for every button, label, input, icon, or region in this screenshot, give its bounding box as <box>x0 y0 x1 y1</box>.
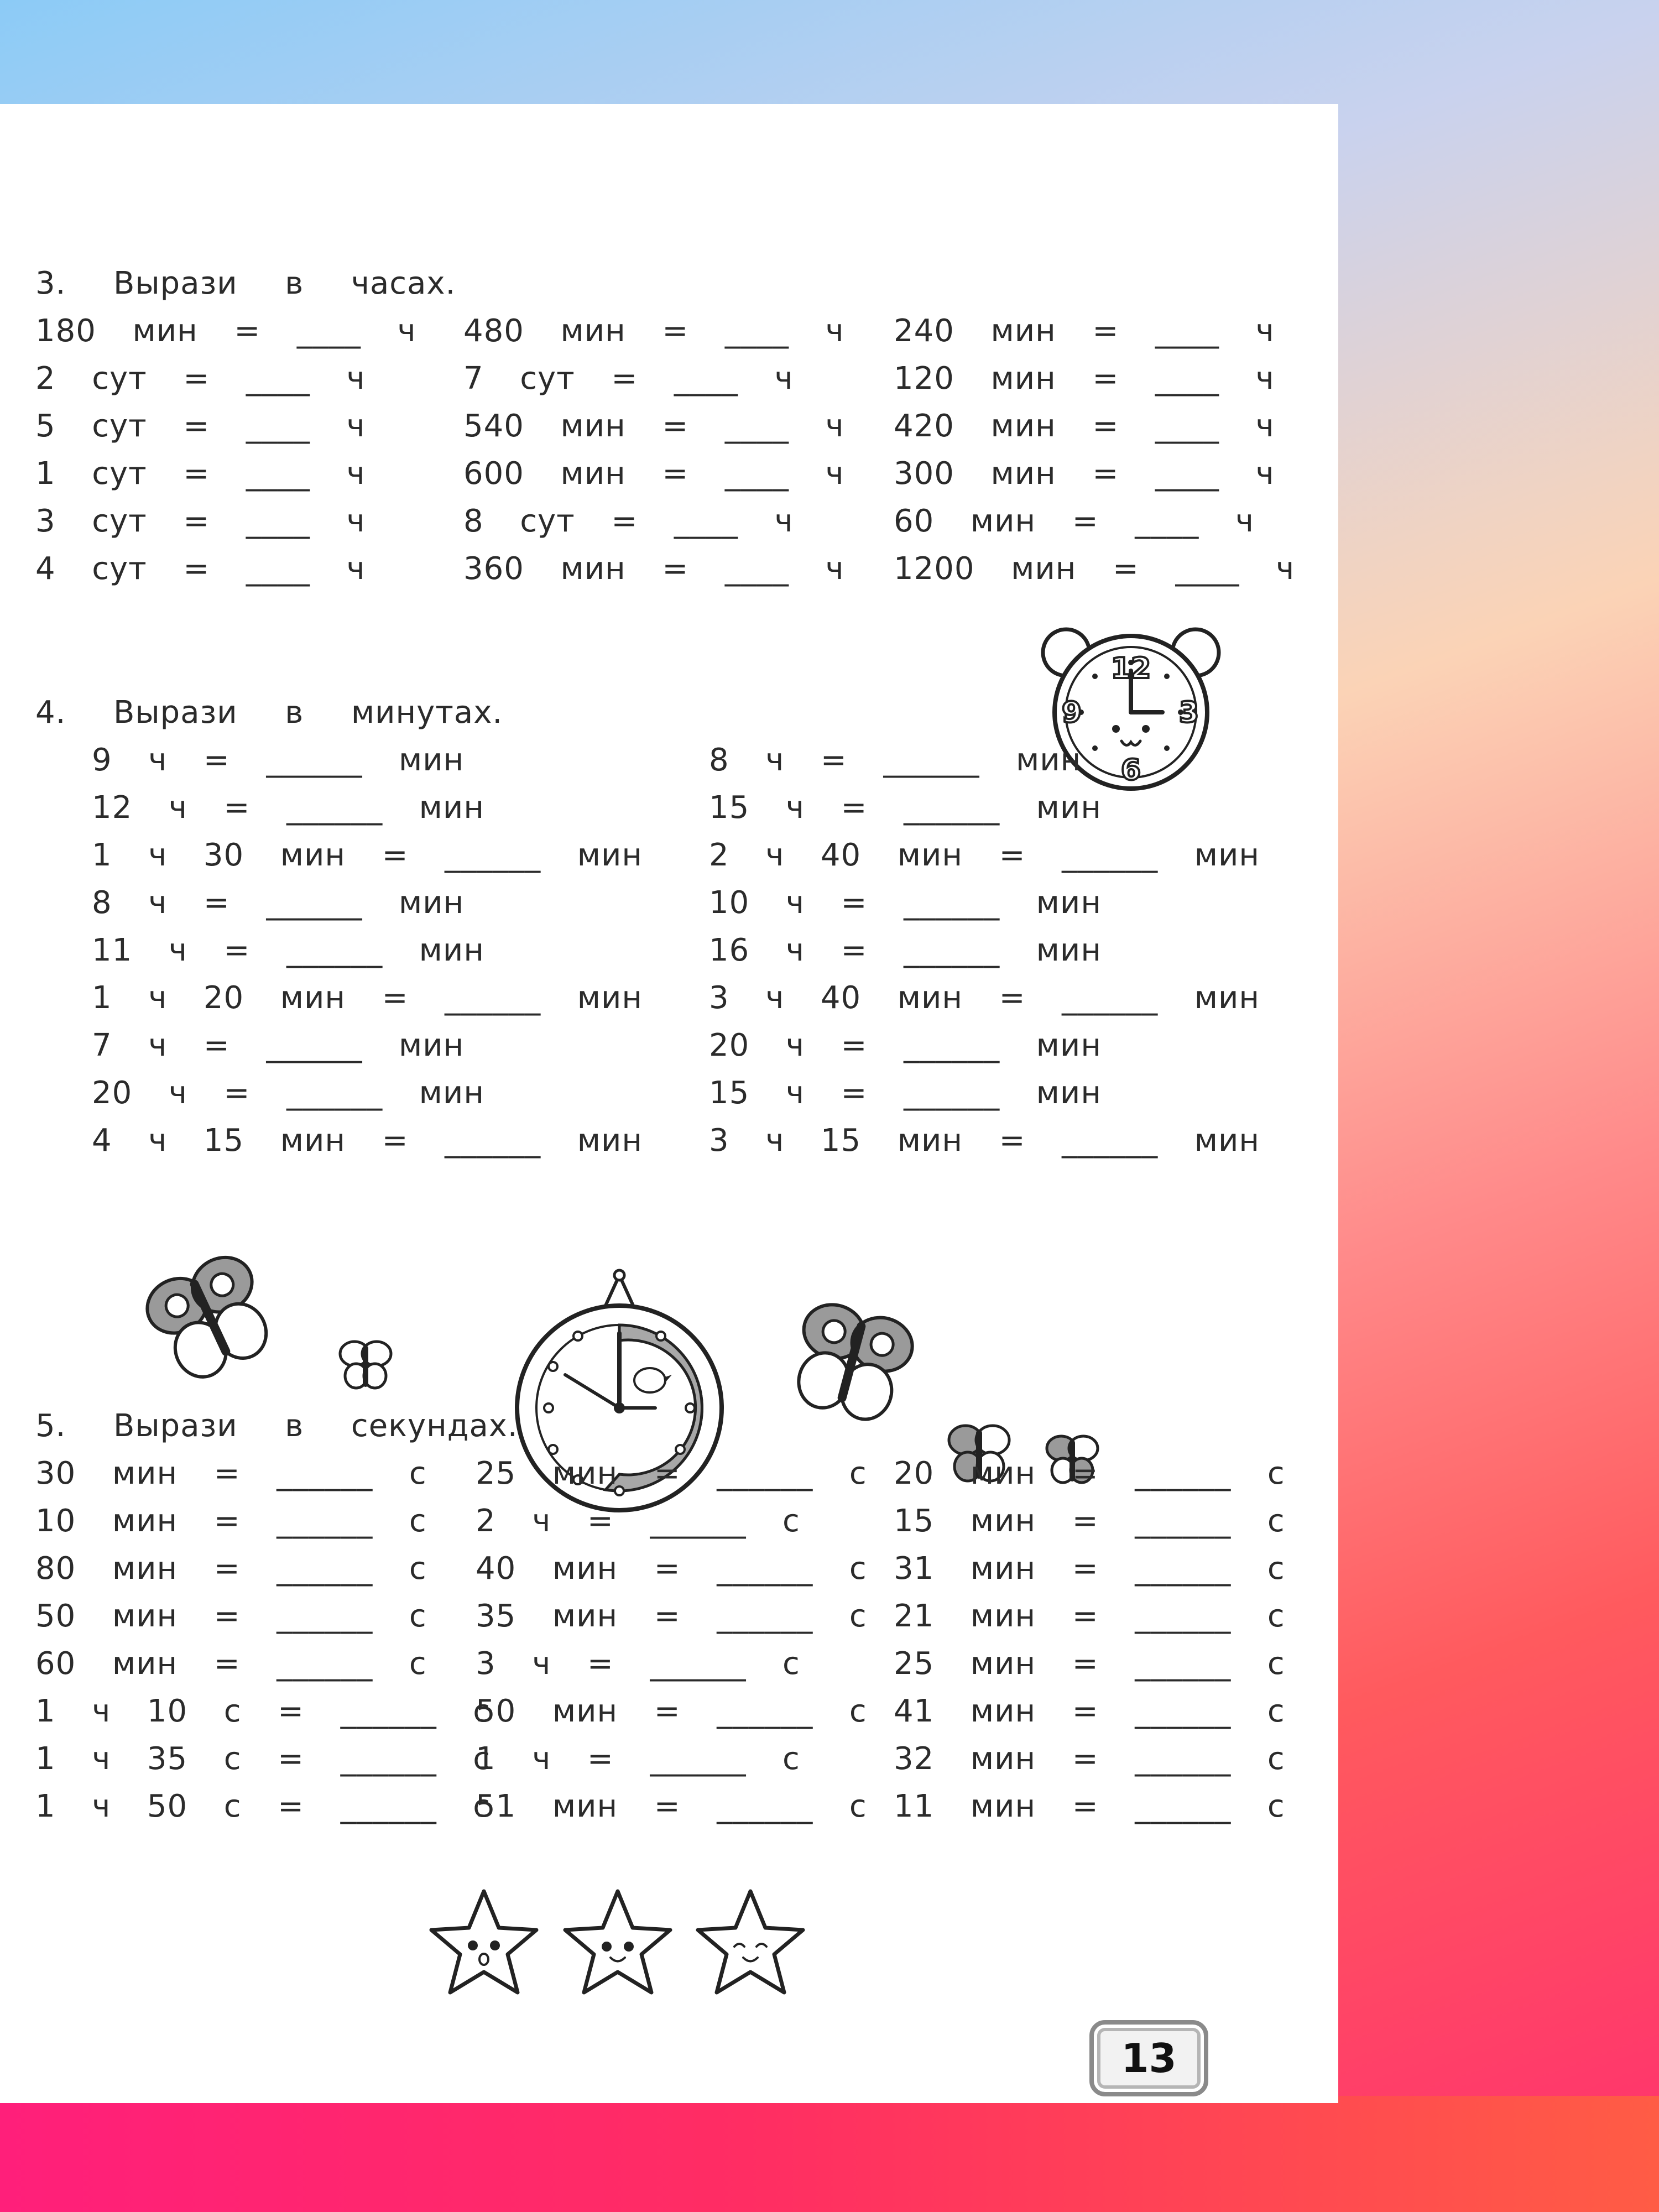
page-number-badge <box>1089 2020 1208 2096</box>
worksheet-page <box>0 104 1338 2103</box>
task3-title: 3. Вырази в часах. <box>35 265 456 301</box>
task3-row5-col3: 60 мин = ____ ч <box>894 503 1254 539</box>
task4-title: 4. Вырази в минутах. <box>35 695 503 731</box>
task5-row3-col2: 40 мин = ______ с <box>476 1551 867 1587</box>
bear-clock-numeral-12: 12 <box>1110 652 1151 685</box>
bear-clock-numeral-6: 6 <box>1120 754 1141 787</box>
task5-row2-col3: 15 мин = ______ с <box>894 1503 1285 1539</box>
task4-row8-col1: 20 ч = ______ мин <box>92 1075 484 1111</box>
task5-row6-col3: 41 мин = ______ с <box>894 1693 1285 1729</box>
task3-row6-col1: 4 сут = ____ ч <box>35 551 366 587</box>
task4-row1-col2: 8 ч = ______ мин <box>709 742 1082 778</box>
task5-row7-col3: 32 мин = ______ с <box>894 1741 1285 1777</box>
task4-row3-col1: 1 ч 30 мин = ______ мин <box>92 837 643 873</box>
task3-row6-col2: 360 мин = ____ ч <box>463 551 844 587</box>
task3-row3-col1: 5 сут = ____ ч <box>35 408 366 444</box>
task4-row9-col2: 3 ч 15 мин = ______ мин <box>709 1123 1260 1159</box>
butterfly-icon <box>785 1298 918 1426</box>
task3-row4-col1: 1 сут = ____ ч <box>35 456 366 492</box>
task5-row1-col2: 25 мин = ______ с <box>476 1455 867 1491</box>
task5-row1-col1: 30 мин = ______ с <box>35 1455 427 1491</box>
task3-row5-col2: 8 сут = ____ ч <box>463 503 794 539</box>
task5-row3-col1: 80 мин = ______ с <box>35 1551 427 1587</box>
task4-row5-col2: 16 ч = ______ мин <box>709 932 1102 968</box>
task5-row4-col3: 21 мин = ______ с <box>894 1598 1285 1634</box>
task3-row2-col3: 120 мин = ____ ч <box>894 361 1275 397</box>
task4-row4-col1: 8 ч = ______ мин <box>92 885 465 921</box>
task4-row1-col1: 9 ч = ______ мин <box>92 742 465 778</box>
task5-row3-col3: 31 мин = ______ с <box>894 1551 1285 1587</box>
task3-row4-col3: 300 мин = ____ ч <box>894 456 1275 492</box>
task3-row3-col2: 540 мин = ____ ч <box>463 408 844 444</box>
task5-row6-col1: 1 ч 10 с = ______ с <box>35 1693 491 1729</box>
task4-row4-col2: 10 ч = ______ мин <box>709 885 1102 921</box>
task4-row2-col2: 15 ч = ______ мин <box>709 790 1102 826</box>
task5-row2-col2: 2 ч = ______ с <box>476 1503 800 1539</box>
task3-row1-col3: 240 мин = ____ ч <box>894 313 1275 349</box>
task5-title: 5. Вырази в секундах. <box>35 1408 518 1444</box>
bear-clock-numeral-3: 3 <box>1178 696 1199 729</box>
task5-row4-col2: 35 мин = ______ с <box>476 1598 867 1634</box>
task5-row7-col1: 1 ч 35 с = ______ с <box>35 1741 491 1777</box>
task4-row7-col1: 7 ч = ______ мин <box>92 1027 465 1063</box>
task5-row1-col3: 20 мин = ______ с <box>894 1455 1285 1491</box>
task4-row5-col1: 11 ч = ______ мин <box>92 932 484 968</box>
page-number: 13 <box>1121 2035 1177 2081</box>
task4-row9-col1: 4 ч 15 мин = ______ мин <box>92 1123 643 1159</box>
star-icon <box>692 1885 808 2001</box>
task4-row8-col2: 15 ч = ______ мин <box>709 1075 1102 1111</box>
butterfly-icon <box>335 1334 396 1395</box>
task4-row2-col1: 12 ч = ______ мин <box>92 790 484 826</box>
task5-row7-col2: 1 ч = ______ с <box>476 1741 800 1777</box>
task3-row2-col2: 7 сут = ____ ч <box>463 361 794 397</box>
task5-row4-col1: 50 мин = ______ с <box>35 1598 427 1634</box>
task5-row8-col2: 51 мин = ______ с <box>476 1788 867 1824</box>
task3-row2-col1: 2 сут = ____ ч <box>35 361 366 397</box>
task5-row5-col1: 60 мин = ______ с <box>35 1646 427 1682</box>
background-bottom-band <box>0 2096 1659 2212</box>
bear-clock-numeral-9: 9 <box>1061 696 1082 729</box>
task5-row8-col1: 1 ч 50 с = ______ с <box>35 1788 491 1824</box>
task4-row7-col2: 20 ч = ______ мин <box>709 1027 1102 1063</box>
task3-row6-col3: 1200 мин = ____ ч <box>894 551 1295 587</box>
task3-row1-col2: 480 мин = ____ ч <box>463 313 844 349</box>
task4-row3-col2: 2 ч 40 мин = ______ мин <box>709 837 1260 873</box>
task4-row6-col2: 3 ч 40 мин = ______ мин <box>709 980 1260 1016</box>
task5-row5-col3: 25 мин = ______ с <box>894 1646 1285 1682</box>
star-icon <box>560 1885 676 2001</box>
task3-row3-col3: 420 мин = ____ ч <box>894 408 1275 444</box>
star-icon <box>426 1885 542 2001</box>
task5-row8-col3: 11 мин = ______ с <box>894 1788 1285 1824</box>
task5-row2-col1: 10 мин = ______ с <box>35 1503 427 1539</box>
task5-row5-col2: 3 ч = ______ с <box>476 1646 800 1682</box>
task3-row1-col1: 180 мин = ____ ч <box>35 313 416 349</box>
task3-row4-col2: 600 мин = ____ ч <box>463 456 844 492</box>
task3-row5-col1: 3 сут = ____ ч <box>35 503 366 539</box>
task4-row6-col1: 1 ч 20 мин = ______ мин <box>92 980 643 1016</box>
butterfly-icon <box>144 1254 276 1381</box>
task5-row6-col2: 50 мин = ______ с <box>476 1693 867 1729</box>
